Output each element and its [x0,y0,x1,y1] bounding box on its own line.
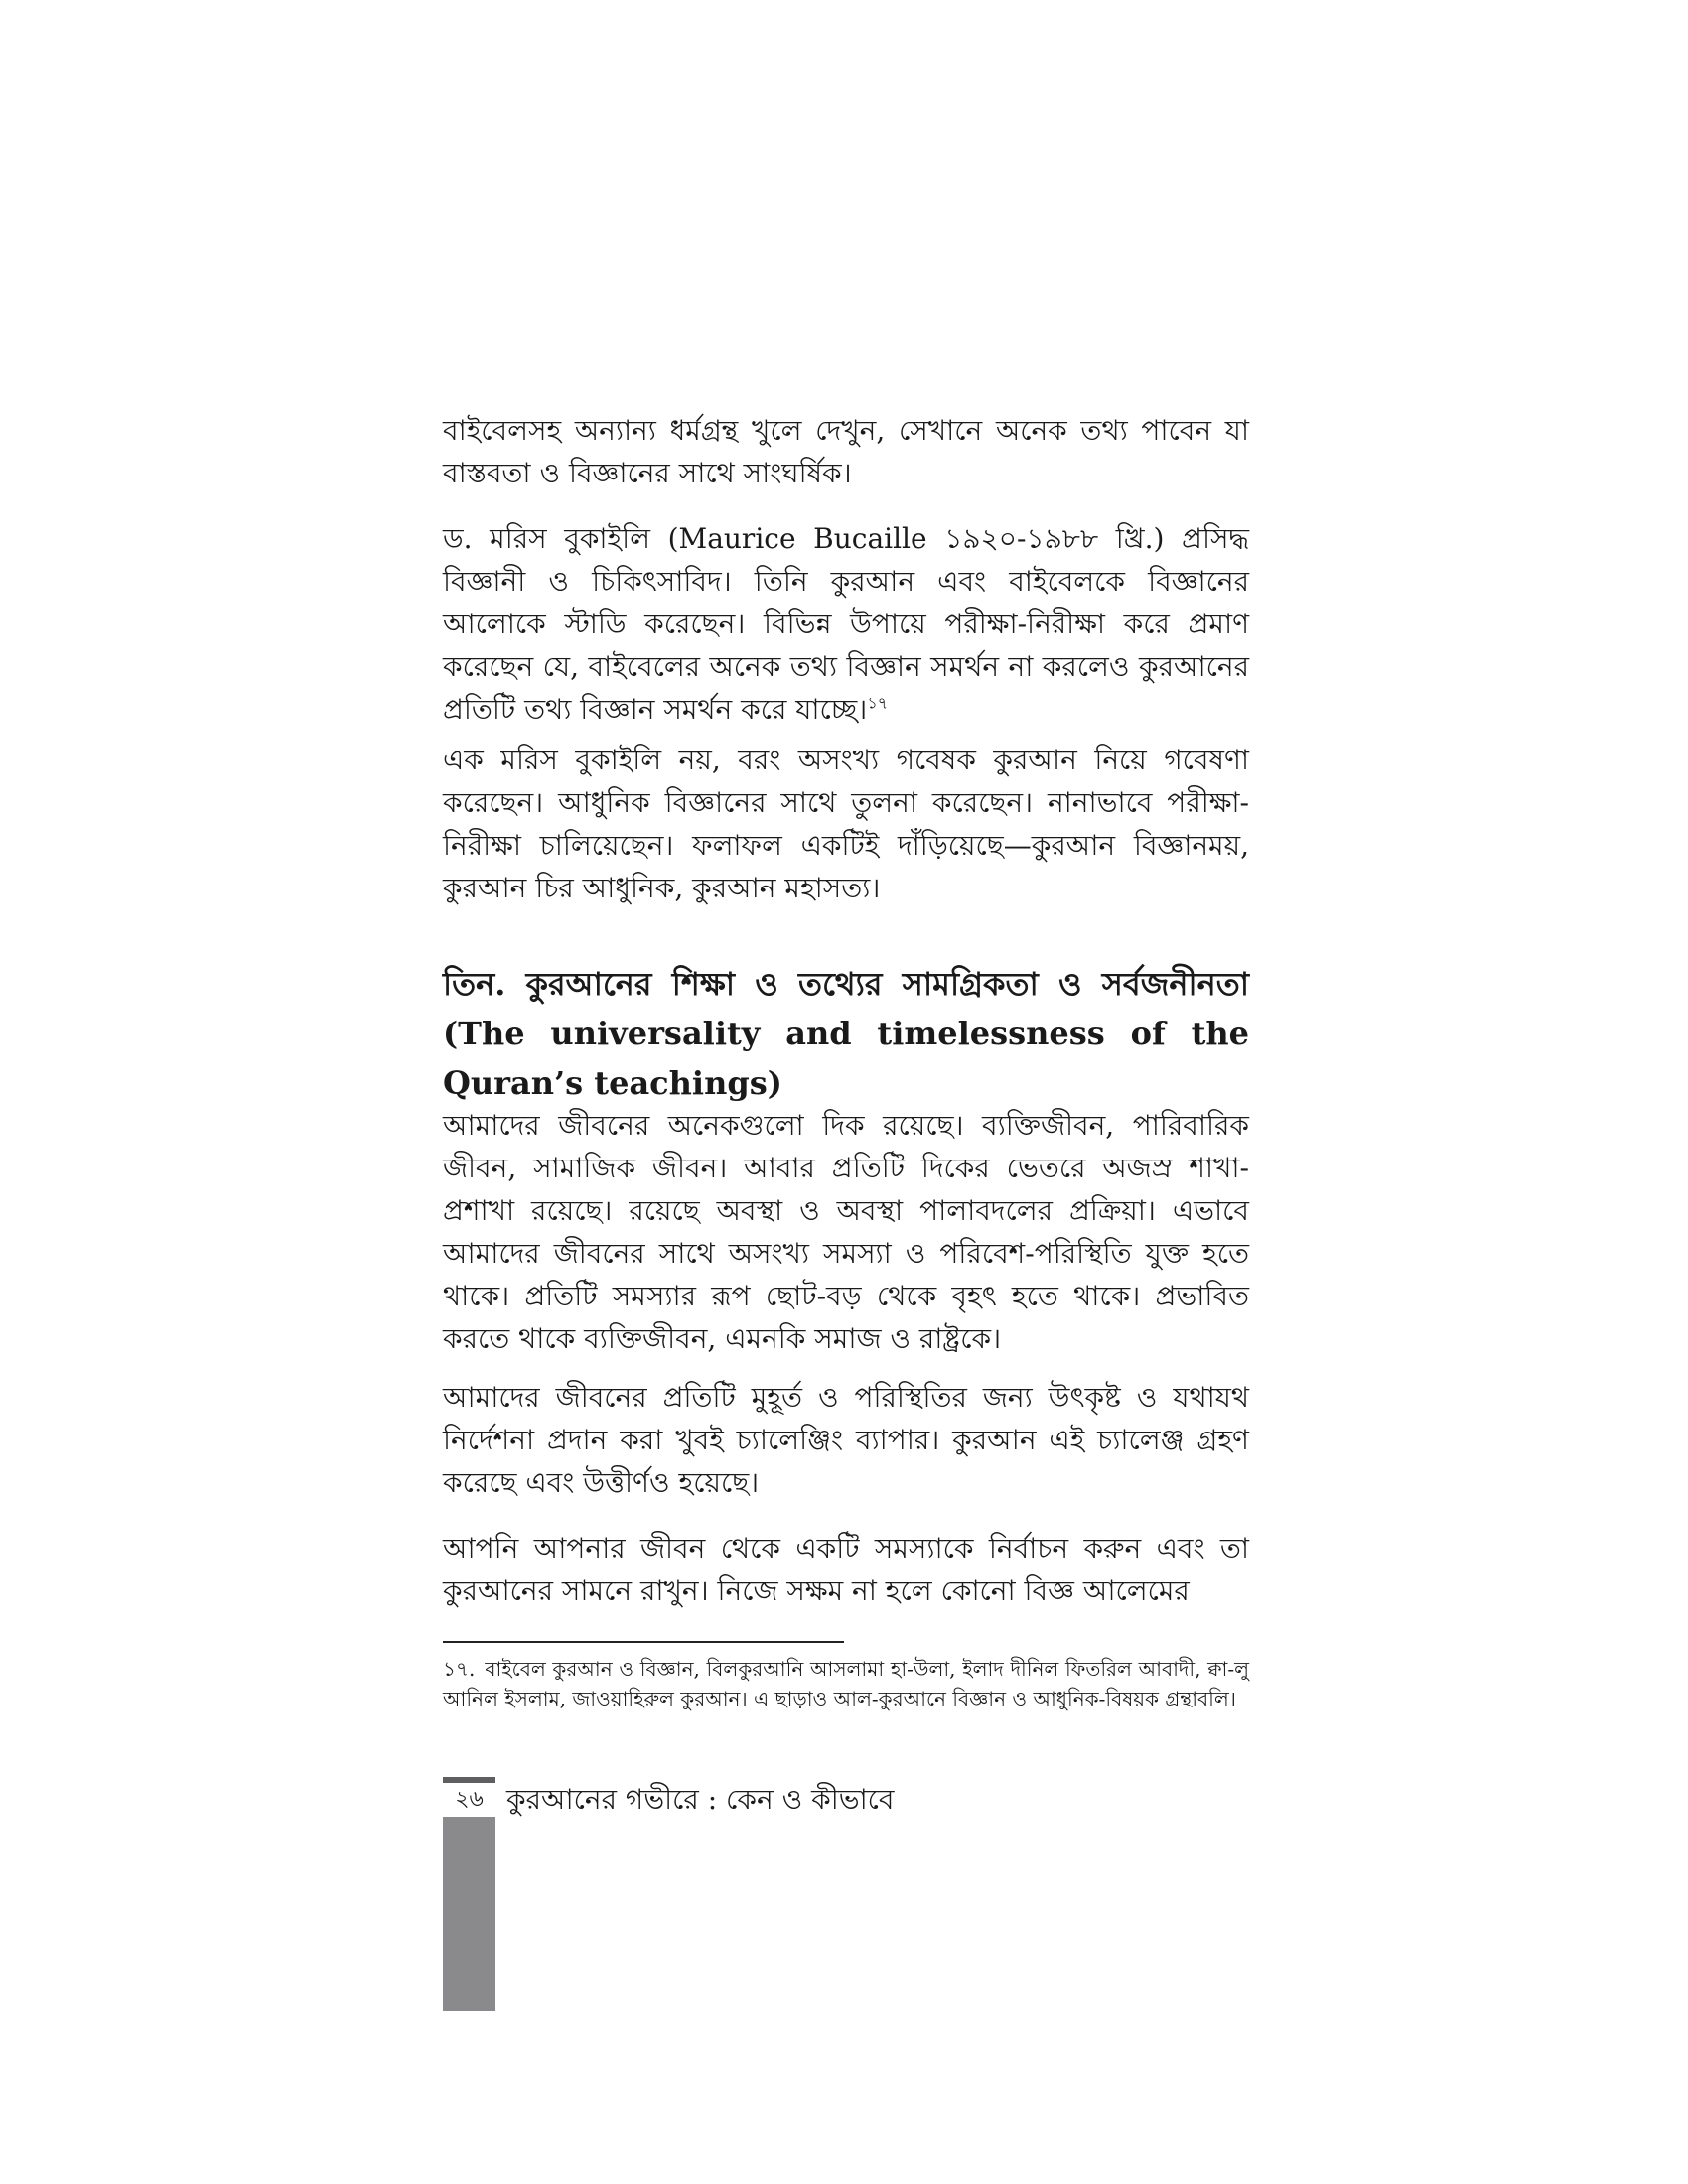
page-number: ২৬ [443,1783,495,1817]
footnote [443,1654,1249,1713]
paragraph-1-text: বাইবেলসহ অন্যান্য ধর্মগ্রন্থ খুলে দেখুন, সেখানে অনেক তথ্য পাবেন যা বাস্তবতা ও বিজ্ঞানের সাথে সাংঘর্ষিক। [443,414,1249,489]
paragraph-6 [443,1527,1249,1612]
paragraph-4 [443,1104,1249,1360]
footnote-text: বাইবেল কুরআন ও বিজ্ঞান, বিলকুরআনি আসলামা হা-উলা, ইলাদ দীনিল ফিতরিল আবাদী, ক্বা-লু আনিল ইসলাম, জাওয়াহিরুল কুরআন। এ ছাড়াও আল-কুরআনে বিজ্ঞান ও আধুনিক-বিষয়ক গ্রন্থাবলি। [443,1657,1249,1710]
paragraph-2-text: ড. মরিস বুকাইলি (Maurice Bucaille ১৯২০-১৯৮৮ খ্রি.) প্রসিদ্ধ বিজ্ঞানী ও চিকিৎসাবিদ। তিনি কুরআন এবং বাইবেলকে বিজ্ঞানের আলোকে স্টাডি করেছেন। বিভিন্ন উপায়ে পরীক্ষা-নিরীক্ষা করে প্রমাণ করেছেন যে, বাইবেলের অনেক তথ্য বিজ্ঞান সমর্থন না করলেও কুরআনের প্রতিটি তথ্য বিজ্ঞান সমর্থন করে যাচ্ছে। [443,522,1249,726]
paragraph-3-text: এক মরিস বুকাইলি নয়, বরং অসংখ্য গবেষক কুরআন নিয়ে গবেষণা করেছেন। আধুনিক বিজ্ঞানের সাথে তুলনা করেছেন। নানাভাবে পরীক্ষা-নিরীক্ষা চালিয়েছেন। ফলাফল একটিই দাঁড়িয়েছে—কুরআন বিজ্ঞানময়, কুরআন চির আধুনিক, কুরআন মহাসত্য। [443,744,1249,904]
paragraph-3 [443,739,1249,909]
paragraph-5-text: আমাদের জীবনের প্রতিটি মুহূর্ত ও পরিস্থিতির জন্য উৎকৃষ্ট ও যথাযথ নির্দেশনা প্রদান করা খুবই চ্যালেঞ্জিং ব্যাপার। কুরআন এই চ্যালেঞ্জ গ্রহণ করেছে এবং উত্তীর্ণও হয়েছে। [443,1381,1249,1499]
running-title: কুরআনের গভীরে : কেন ও কীভাবে [506,1783,895,1816]
paragraph-6-text: আপনি আপনার জীবন থেকে একটি সমস্যাকে নির্বাচন করুন এবং তা কুরআনের সামনে রাখুন। নিজে সক্ষম না হলে কোনো বিজ্ঞ আলেমের [443,1532,1249,1607]
paragraph-1 [443,409,1249,494]
footnote-reference[interactable]: ১৭ [867,693,889,713]
paragraph-2 [443,517,1249,731]
paragraph-4-text: আমাদের জীবনের অনেকগুলো দিক রয়েছে। ব্যক্তিজীবন, পারিবারিক জীবন, সামাজিক জীবন। আবার প্রতিটি দিকের ভেতরে অজস্র শাখা-প্রশাখা রয়েছে। রয়েছে অবস্থা ও অবস্থা পালাবদলের প্রক্রিয়া। এভাবে আমাদের জীবনের সাথে অসংখ্য সমস্যা ও পরিবেশ-পরিস্থিতি যুক্ত হতে থাকে। প্রতিটি সমস্যার রূপ ছোট-বড় থেকে বৃহৎ হতে থাকে। প্রভাবিত করতে থাকে ব্যক্তিজীবন, এমনকি সমাজ ও রাষ্ট্রকে। [443,1109,1249,1355]
footnote-number: ১৭. [443,1657,476,1681]
footnote-divider [443,1641,844,1643]
paragraph-5 [443,1376,1249,1504]
section-heading: তিন. কুরআনের শিক্ষা ও তথ্যের সামগ্রিকতা ও সর্বজনীনতা (The universality and timelessness of the Quran’s teachings) [443,965,1249,1102]
